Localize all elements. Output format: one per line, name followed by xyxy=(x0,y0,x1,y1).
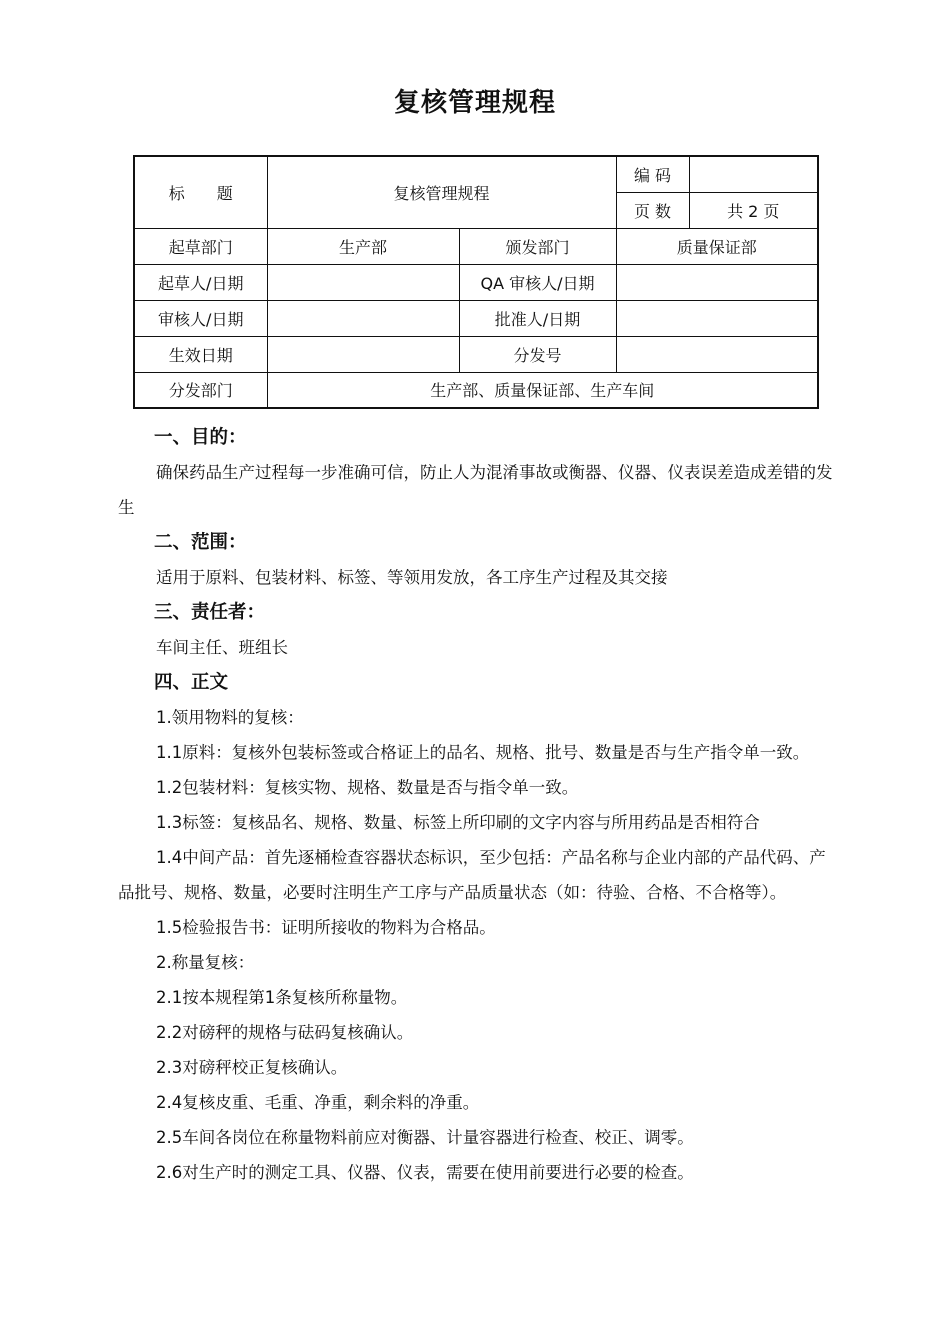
reviewer-label: 审核人/日期 xyxy=(134,300,267,336)
clause-2: 2.称量复核： xyxy=(156,953,255,972)
clause-2-4: 2.4复核皮重、毛重、净重，剩余料的净重。 xyxy=(156,1093,480,1112)
distribution-dept-label: 分发部门 xyxy=(134,372,267,408)
section-responsible-text: 车间主任、班组长 xyxy=(156,638,288,657)
draft-dept-label: 起草部门 xyxy=(134,228,267,264)
clause-2-6: 2.6对生产时的测定工具、仪器、仪表，需要在使用前要进行必要的检查。 xyxy=(156,1163,694,1182)
document-control-table xyxy=(133,155,819,409)
distribution-no-label: 分发号 xyxy=(459,336,616,372)
distribution-dept-value: 生产部、质量保证部、生产车间 xyxy=(267,372,818,408)
pages-value: 共 2 页 xyxy=(689,192,818,228)
qa-reviewer-label: QA 审核人/日期 xyxy=(459,264,616,300)
draft-dept-value: 生产部 xyxy=(267,228,459,264)
section-purpose-heading: 一、目的： xyxy=(154,427,247,448)
clause-1: 1.领用物料的复核： xyxy=(156,708,304,727)
title-value: 复核管理规程 xyxy=(267,156,616,228)
pages-label: 页 数 xyxy=(616,192,689,228)
page-title: 复核管理规程 xyxy=(393,88,556,118)
section-scope-text: 适用于原料、包装材料、标签、等领用发放，各工序生产过程及其交接 xyxy=(156,568,668,587)
drafter-label: 起草人/日期 xyxy=(134,264,267,300)
clause-1-4: 1.4中间产品：首先逐桶检查容器状态标识，至少包括：产品名称与企业内部的产品代码、产品批号、规格、数量，必要时注明生产工序与产品质量状态（如：待验、合格、不合格等）。 xyxy=(118,848,826,902)
clause-1-5: 1.5检验报告书：证明所接收的物料为合格品。 xyxy=(156,918,496,937)
title-label: 标 题 xyxy=(134,156,267,228)
code-value xyxy=(689,156,818,192)
approver-label: 批准人/日期 xyxy=(459,300,616,336)
issue-dept-label: 颁发部门 xyxy=(459,228,616,264)
clause-1-1: 1.1原料：复核外包装标签或合格证上的品名、规格、批号、数量是否与生产指令单一致。 xyxy=(156,743,810,762)
code-label: 编 码 xyxy=(616,156,689,192)
document-body xyxy=(118,420,838,1190)
effective-date-label: 生效日期 xyxy=(134,336,267,372)
issue-dept-value: 质量保证部 xyxy=(616,228,818,264)
approver-value xyxy=(616,300,818,336)
clause-2-1: 2.1按本规程第1条复核所称量物。 xyxy=(156,988,408,1007)
distribution-no-value xyxy=(616,336,818,372)
section-responsible-heading: 三、责任者： xyxy=(154,602,266,623)
clause-2-2: 2.2对磅秤的规格与砝码复核确认。 xyxy=(156,1023,414,1042)
section-scope-heading: 二、范围： xyxy=(154,532,247,553)
clause-1-3: 1.3标签：复核品名、规格、数量、标签上所印刷的文字内容与所用药品是否相符合 xyxy=(156,813,760,832)
clause-2-5: 2.5车间各岗位在称量物料前应对衡器、计量容器进行检查、校正、调零。 xyxy=(156,1128,694,1147)
clause-1-2: 1.2包装材料：复核实物、规格、数量是否与指令单一致。 xyxy=(156,778,579,797)
effective-date-value xyxy=(267,336,459,372)
reviewer-value xyxy=(267,300,459,336)
drafter-value xyxy=(267,264,459,300)
qa-reviewer-value xyxy=(616,264,818,300)
clause-2-3: 2.3对磅秤校正复核确认。 xyxy=(156,1058,348,1077)
section-purpose-text: 确保药品生产过程每一步准确可信，防止人为混淆事故或衡器、仪器、仪表误差造成差错的发生 xyxy=(118,463,833,517)
section-body-heading: 四、正文 xyxy=(154,672,229,693)
